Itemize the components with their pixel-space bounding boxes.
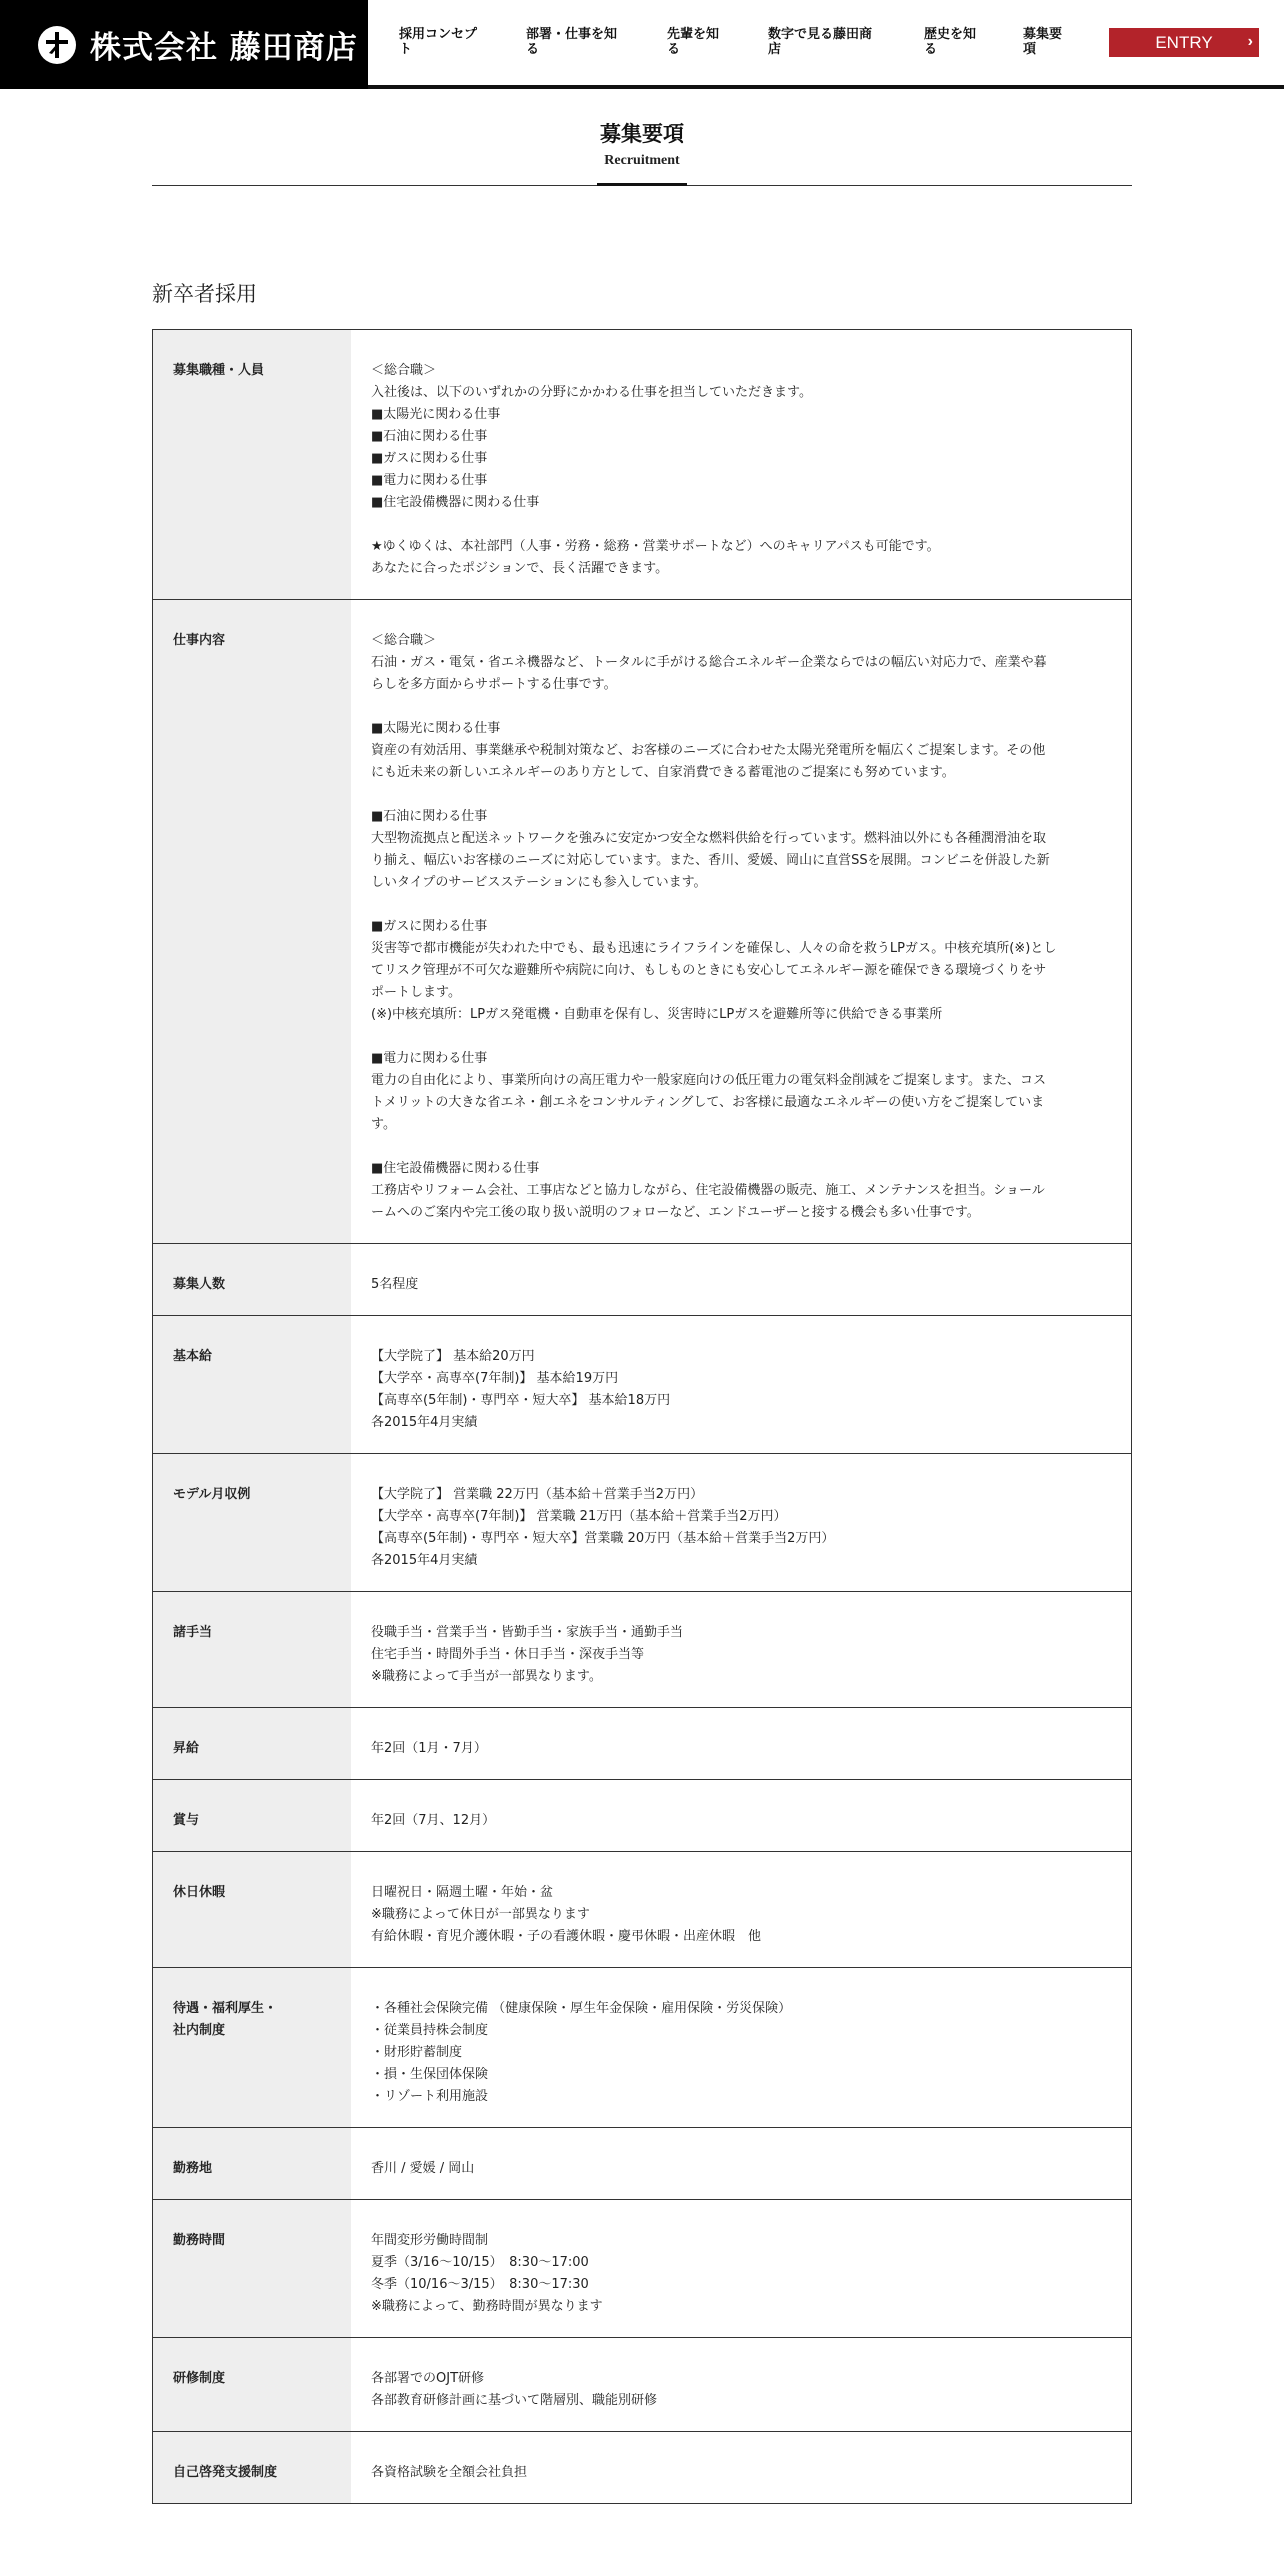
content-line: 役職手当・営業手当・皆勤手当・家族手当・通勤手当 <box>371 1625 684 1640</box>
row-header-label: 勤務地 <box>173 2161 213 2176</box>
nav-label-line: 項 <box>1023 42 1037 57</box>
content-line: ・リゾート利用施設 <box>371 2089 489 2104</box>
row-header <box>153 600 351 1243</box>
row-header <box>153 330 351 599</box>
table-row <box>152 1780 1132 1852</box>
row-header-label: 基本給 <box>173 1349 213 1364</box>
content-paragraph <box>371 1998 1101 2108</box>
row-header-label: 賞与 <box>173 1813 200 1828</box>
content-line: ポートします。 <box>371 985 461 1000</box>
content-line: らしを多方面からサポートする仕事です。 <box>371 677 617 692</box>
table-row <box>152 330 1132 600</box>
content-paragraph <box>371 1346 1101 1434</box>
content-line: 【大学卒・高専卒(7年制)】 基本給19万円 <box>371 1371 619 1386</box>
nav-item-recruitment[interactable] <box>1023 27 1062 57</box>
table-row <box>152 1244 1132 1316</box>
content-paragraph <box>371 2462 1101 2484</box>
table-row <box>152 1316 1132 1454</box>
content-line: 日曜祝日・隔週土曜・年始・盆 <box>371 1885 554 1900</box>
nav-label-line: る <box>526 42 540 57</box>
content-line: ・従業員持株会制度 <box>371 2023 489 2038</box>
row-header <box>153 2338 351 2431</box>
table-row <box>152 600 1132 1244</box>
content-line: (※)中核充填所：LPガス発電機・自動車を保有し、災害時にLPガスを避難所等に供給できる事業所 <box>371 1007 943 1022</box>
content-line: 年2回（7月、12月） <box>371 1813 496 1828</box>
row-content <box>351 2128 1131 2199</box>
row-header <box>153 1780 351 1851</box>
row-header-label: モデル月収例 <box>173 1487 251 1502</box>
row-header <box>153 2128 351 2199</box>
nav-label-line: 部署・仕事を知 <box>526 27 618 42</box>
entry-button[interactable] <box>1109 28 1259 57</box>
chevron-right-icon: › <box>1247 33 1253 50</box>
nav-label-line: 店 <box>768 42 782 57</box>
content-line: 災害等で都市機能が失われた中でも、最も迅速にライフラインを確保し、人々の命を救うLPガス。中核充填所(※)とし <box>371 941 1057 956</box>
row-header <box>153 1244 351 1315</box>
content-line: 年2回（1月・7月） <box>371 1741 487 1756</box>
content-line: 【大学卒・高専卒(7年制)】 営業職 21万円（基本給＋営業手当2万円） <box>371 1509 787 1524</box>
nav-label-line: ト <box>399 42 413 57</box>
content-paragraph <box>371 2158 1101 2180</box>
company-logo[interactable] <box>0 0 368 89</box>
row-header-label: 昇給 <box>173 1741 200 1756</box>
content-line: ★ゆくゆくは、本社部門（人事・労務・総務・営業サポートなど）へのキャリアパスも可能です。 <box>371 539 940 554</box>
content-line: す。 <box>371 1117 396 1132</box>
content-line: 夏季（3/16～10/15） 8:30～17:00 <box>371 2255 589 2270</box>
row-content <box>351 1454 1131 1591</box>
content-line: 各部教育研修計画に基づいて階層別、職能別研修 <box>371 2393 658 2408</box>
page-subtitle: Recruitment <box>604 153 680 168</box>
row-header-label: 待遇・福利厚生・ <box>173 2001 278 2016</box>
row-header-label: 勤務時間 <box>173 2233 226 2248</box>
nav-label-line: る <box>924 42 938 57</box>
content-paragraph <box>371 1158 1101 1224</box>
content-line: あなたに合ったポジションで、長く活躍できます。 <box>371 561 669 576</box>
nav-label-line: 先輩を知 <box>667 27 720 42</box>
row-content <box>351 1244 1131 1315</box>
content-line: ・各種社会保険完備 （健康保険・厚生年金保険・雇用保険・労災保険） <box>371 2001 792 2016</box>
row-header <box>153 2432 351 2503</box>
content-line: 【大学院了】 営業職 22万円（基本給＋営業手当2万円） <box>371 1487 704 1502</box>
content-line: 住宅手当・時間外手当・休日手当・深夜手当等 <box>371 1647 645 1662</box>
row-content <box>351 2338 1131 2431</box>
row-header <box>153 2200 351 2337</box>
row-content <box>351 1592 1131 1707</box>
content-line: ■ガスに関わる仕事 <box>371 451 488 466</box>
logo-text: 株式会社 藤田商店 <box>90 30 358 66</box>
content-line: 【高専卒(5年制)・専門卒・短大卒】営業職 20万円（基本給＋営業手当2万円） <box>371 1531 835 1546</box>
content-line: ■石油に関わる仕事 <box>371 809 488 824</box>
row-header <box>153 1316 351 1453</box>
content-line: ームへのご案内や完工後の取り扱い説明のフォローなど、エンドユーザーと接する機会も多い仕事です。 <box>371 1205 980 1220</box>
content-line: ■石油に関わる仕事 <box>371 429 488 444</box>
content-line: 石油・ガス・電気・省エネ機器など、トータルに手がける総合エネルギー企業ならではの幅広い対応力で、産業や暮 <box>371 655 1047 670</box>
content-line: ■太陽光に関わる仕事 <box>371 721 501 736</box>
content-line: 電力の自由化により、事業所向けの高圧電力や一般家庭向けの低圧電力の電気料金削減をご提案します。また、コス <box>371 1073 1046 1088</box>
nav-label-line: 歴史を知 <box>924 27 977 42</box>
content-line: ＜総合職＞ <box>371 363 437 378</box>
row-header-label: 社内制度 <box>173 2023 226 2038</box>
table-row <box>152 2200 1132 2338</box>
nav-label-line: る <box>667 42 681 57</box>
content-paragraph <box>371 806 1101 894</box>
row-content <box>351 330 1131 599</box>
content-paragraph <box>371 630 1101 696</box>
content-paragraph <box>371 1484 1101 1572</box>
table-row <box>152 2338 1132 2432</box>
table-row <box>152 1968 1132 2128</box>
content-line: り揃え、幅広いお客様のニーズに対応しています。また、香川、愛媛、岡山に直営SSを展開。コンビニを併設した新 <box>371 853 1050 868</box>
page-title: 募集要項 <box>600 122 684 146</box>
content-line: 各2015年4月実績 <box>371 1415 478 1430</box>
content-line: 工務店やリフォーム会社、工事店などと協力しながら、住宅設備機器の販売、施工、メンテナンスを担当。ショール <box>371 1183 1045 1198</box>
content-line: 【大学院了】 基本給20万円 <box>371 1349 535 1364</box>
content-line: ・財形貯蓄制度 <box>371 2045 463 2060</box>
content-line: ■太陽光に関わる仕事 <box>371 407 501 422</box>
content-line: 有給休暇・育児介護休暇・子の看護休暇・慶弔休暇・出産休暇 他 <box>371 1929 762 1944</box>
content-line: ■住宅設備機器に関わる仕事 <box>371 495 540 510</box>
table-row <box>152 1852 1132 1968</box>
site-header <box>0 0 1284 89</box>
content-line: 入社後は、以下のいずれかの分野にかかわる仕事を担当していただきます。 <box>371 385 812 400</box>
row-header <box>153 1968 351 2127</box>
table-row <box>152 1708 1132 1780</box>
row-header-label: 研修制度 <box>173 2371 226 2386</box>
recruitment-table <box>152 329 1132 2504</box>
content-line: ※職務によって休日が一部異なります <box>371 1907 590 1922</box>
content-paragraph <box>371 536 1101 580</box>
nav-label-line: 採用コンセプ <box>399 27 478 42</box>
row-content <box>351 1780 1131 1851</box>
row-content <box>351 2432 1131 2503</box>
nav-item-history[interactable] <box>924 27 976 57</box>
row-content <box>351 1968 1131 2127</box>
content-paragraph <box>371 1810 1101 1832</box>
content-paragraph <box>371 1048 1101 1136</box>
content-paragraph <box>371 718 1101 784</box>
content-line: 各2015年4月実績 <box>371 1553 478 1568</box>
row-header-label: 募集人数 <box>173 1277 226 1292</box>
content-line: 年間変形労働時間制 <box>371 2233 489 2248</box>
table-row <box>152 2432 1132 2504</box>
content-line: ※職務によって手当が一部異なります。 <box>371 1669 602 1684</box>
content-paragraph <box>371 360 1101 514</box>
content-line: にも近未来の新しいエネルギーのあり方として、自家消費できる蓄電池のご提案にも努めています。 <box>371 765 955 780</box>
row-header-label: 仕事内容 <box>173 633 226 648</box>
content-line: 大型物流拠点と配送ネットワークを強みに安定かつ安全な燃料供給を行っています。燃料油以外にも各種潤滑油を取 <box>371 831 1046 846</box>
content-paragraph <box>371 1882 1101 1948</box>
row-content <box>351 1316 1131 1453</box>
row-header-label: 募集職種・人員 <box>173 363 265 378</box>
content-paragraph <box>371 1738 1101 1760</box>
row-header-label: 諸手当 <box>173 1625 213 1640</box>
row-header-label: 休日休暇 <box>173 1885 226 1900</box>
table-row <box>152 1454 1132 1592</box>
row-content <box>351 1708 1131 1779</box>
content-line: ■電力に関わる仕事 <box>371 473 488 488</box>
nav-label-line: 募集要 <box>1023 27 1063 42</box>
row-header <box>153 1852 351 1967</box>
content-line: ＜総合職＞ <box>371 633 437 648</box>
content-line: ※職務によって、勤務時間が異なります <box>371 2299 603 2314</box>
content-paragraph <box>371 2368 1101 2412</box>
content-line: 各資格試験を全額会社負担 <box>371 2465 528 2480</box>
table-row <box>152 2128 1132 2200</box>
row-content <box>351 1852 1131 1967</box>
content-line: 5名程度 <box>371 1277 419 1292</box>
nav-item-seniors[interactable] <box>667 27 719 57</box>
content-line: 各部署でのOJT研修 <box>371 2371 485 2386</box>
nav-item-numbers[interactable] <box>768 27 872 57</box>
content-line: ■住宅設備機器に関わる仕事 <box>371 1161 540 1176</box>
row-content <box>351 600 1131 1243</box>
row-header-label: 自己啓発支援制度 <box>173 2465 278 2480</box>
content-line: 資産の有効活用、事業継承や税制対策など、お客様のニーズに合わせた太陽光発電所を幅広くご提案します。その他 <box>371 743 1046 758</box>
content-paragraph <box>371 2230 1101 2318</box>
content-paragraph <box>371 1622 1101 1688</box>
content-line: 【高専卒(5年制)・専門卒・短大卒】 基本給18万円 <box>371 1393 671 1408</box>
nav-label-line: 数字で見る藤田商 <box>768 27 873 42</box>
content-line: ■電力に関わる仕事 <box>371 1051 488 1066</box>
content-line: 香川 / 愛媛 / 岡山 <box>371 2161 475 2176</box>
content-line: トメリットの大きな省エネ・創エネをコンサルティングして、お客様に最適なエネルギーの使い方をご提案していま <box>371 1095 1045 1110</box>
content-paragraph <box>371 1274 1101 1296</box>
table-row <box>152 1592 1132 1708</box>
title-accent-bar <box>597 183 687 186</box>
nav-item-concept[interactable] <box>399 27 477 57</box>
row-content <box>351 2200 1131 2337</box>
nav-item-departments[interactable] <box>526 27 617 57</box>
section-heading: 新卒者採用 <box>152 282 257 306</box>
logo-mark-icon <box>38 26 76 64</box>
content-line: 冬季（10/16～3/15） 8:30～17:30 <box>371 2277 589 2292</box>
content-line: てリスク管理が不可欠な避難所や病院に向け、もしものときにも安心してエネルギー源を確保できる環境づくりをサ <box>371 963 1047 978</box>
content-line: ■ガスに関わる仕事 <box>371 919 488 934</box>
entry-label: ENTRY <box>1155 32 1213 52</box>
content-line: しいタイプのサービスステーションにも参入しています。 <box>371 875 707 890</box>
row-header <box>153 1592 351 1707</box>
row-header <box>153 1708 351 1779</box>
row-header <box>153 1454 351 1591</box>
content-paragraph <box>371 916 1101 1026</box>
content-line: ・損・生保団体保険 <box>371 2067 489 2082</box>
